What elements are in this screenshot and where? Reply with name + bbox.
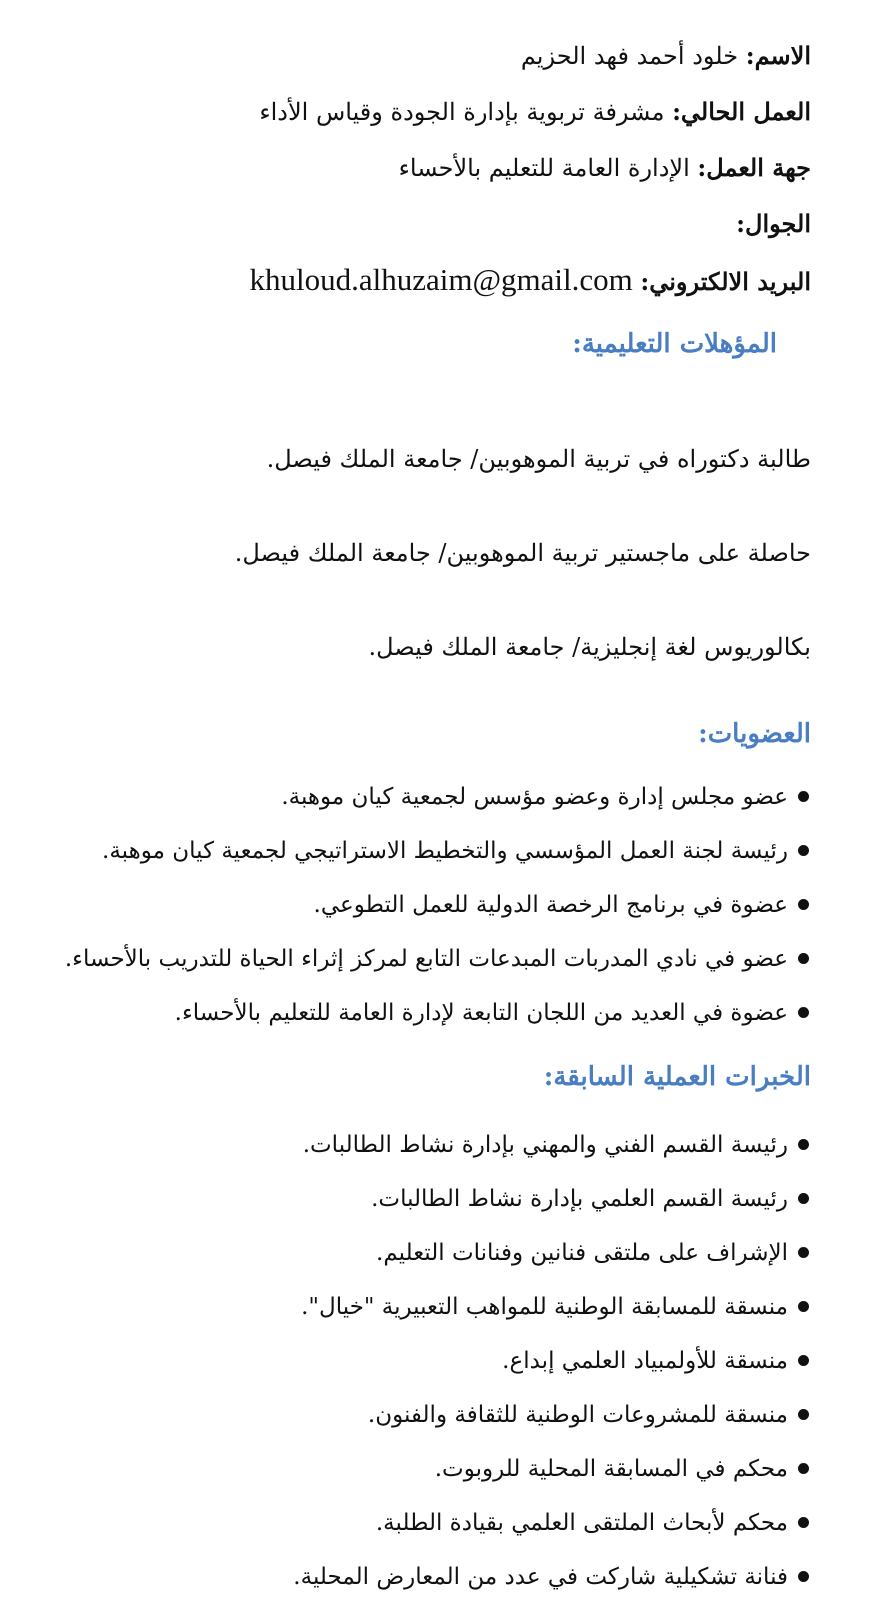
bullet-icon <box>798 1247 809 1258</box>
list-item <box>20 1334 811 1388</box>
list-item <box>20 1388 811 1442</box>
mobile-label: الجوال: <box>736 209 811 238</box>
experience-text: منسقة للأولمبياد العلمي إبداع. <box>502 1348 788 1374</box>
name-value: خلود أحمد فهد الحزيم <box>520 42 739 70</box>
email-value: khuloud.alhuzaim@gmail.com <box>249 262 633 297</box>
current-job-label: العمل الحالي: <box>672 97 811 126</box>
education-item: طالبة دكتوراه في تربية الموهوبين/ جامعة الملك فيصل. <box>266 445 811 473</box>
list-item <box>20 1442 811 1496</box>
bullet-icon <box>798 1139 809 1150</box>
bullet-icon <box>798 1007 809 1018</box>
experience-text: منسقة للمسابقة الوطنية للمواهب التعبيرية "خيال". <box>301 1294 788 1320</box>
education-item: بكالوريوس لغة إنجليزية/ جامعة الملك فيصل. <box>368 633 811 661</box>
membership-text: عضوة في العديد من اللجان التابعة لإدارة العامة للتعليم بالأحساء. <box>174 1000 788 1026</box>
name-line <box>20 28 811 84</box>
experience-list <box>20 1118 811 1604</box>
experience-text: رئيسة القسم الفني والمهني بإدارة نشاط الطالبات. <box>302 1132 788 1158</box>
list-item <box>20 770 811 824</box>
experience-text: فنانة تشكيلية شاركت في عدد من المعارض المحلية. <box>293 1564 788 1590</box>
mobile-line <box>20 196 811 252</box>
email-label: البريد الالكتروني: <box>640 267 811 296</box>
bullet-icon <box>798 1355 809 1366</box>
experience-text: رئيسة القسم العلمي بإدارة نشاط الطالبات. <box>371 1186 788 1212</box>
current-job-value: مشرفة تربوية بإدارة الجودة وقياس الأداء <box>259 98 665 126</box>
membership-text: عضو مجلس إدارة وعضو مؤسس لجمعية كيان موهبة. <box>281 784 788 810</box>
bullet-icon <box>798 1301 809 1312</box>
bullet-icon <box>798 953 809 964</box>
memberships-list <box>20 770 811 1040</box>
list-item <box>20 1172 811 1226</box>
bullet-icon <box>798 845 809 856</box>
bullet-icon <box>798 899 809 910</box>
education-heading: المؤهلات التعليمية: <box>572 329 777 359</box>
list-item <box>20 1226 811 1280</box>
experience-text: منسقة للمشروعات الوطنية للثقافة والفنون. <box>367 1402 788 1428</box>
employer-line <box>20 140 811 196</box>
list-item <box>20 1496 811 1550</box>
membership-text: رئيسة لجنة العمل المؤسسي والتخطيط الاستراتيجي لجمعية كيان موهبة. <box>102 838 788 864</box>
education-item: حاصلة على ماجستير تربية الموهوبين/ جامعة الملك فيصل. <box>234 539 811 567</box>
name-label: الاسم: <box>745 41 811 70</box>
email-line <box>20 252 811 308</box>
bullet-icon <box>798 1517 809 1528</box>
list-item <box>20 1118 811 1172</box>
membership-text: عضو في نادي المدربات المبدعات التابع لمركز إثراء الحياة للتدريب بالأحساء. <box>64 946 788 972</box>
bullet-icon <box>798 1571 809 1582</box>
bullet-icon <box>798 791 809 802</box>
list-item <box>20 878 811 932</box>
list-item <box>20 986 811 1040</box>
bullet-icon <box>798 1193 809 1204</box>
experience-text: محكم في المسابقة المحلية للروبوت. <box>434 1456 788 1482</box>
membership-text: عضوة في برنامج الرخصة الدولية للعمل التطوعي. <box>313 892 788 918</box>
bullet-icon <box>798 1463 809 1474</box>
experience-text: الإشراف على ملتقى فنانين وفنانات التعليم. <box>376 1240 788 1266</box>
employer-label: جهة العمل: <box>697 153 811 182</box>
bullet-icon <box>798 1409 809 1420</box>
current-job-line <box>20 84 811 140</box>
experience-heading: الخبرات العملية السابقة: <box>543 1062 811 1092</box>
list-item <box>20 932 811 986</box>
memberships-heading: العضويات: <box>698 719 811 749</box>
list-item <box>20 1550 811 1604</box>
experience-text: محكم لأبحاث الملتقى العلمي بقيادة الطلبة. <box>375 1510 788 1536</box>
education-list <box>20 412 811 694</box>
list-item <box>20 1280 811 1334</box>
employer-value: الإدارة العامة للتعليم بالأحساء <box>398 154 690 182</box>
list-item <box>20 824 811 878</box>
